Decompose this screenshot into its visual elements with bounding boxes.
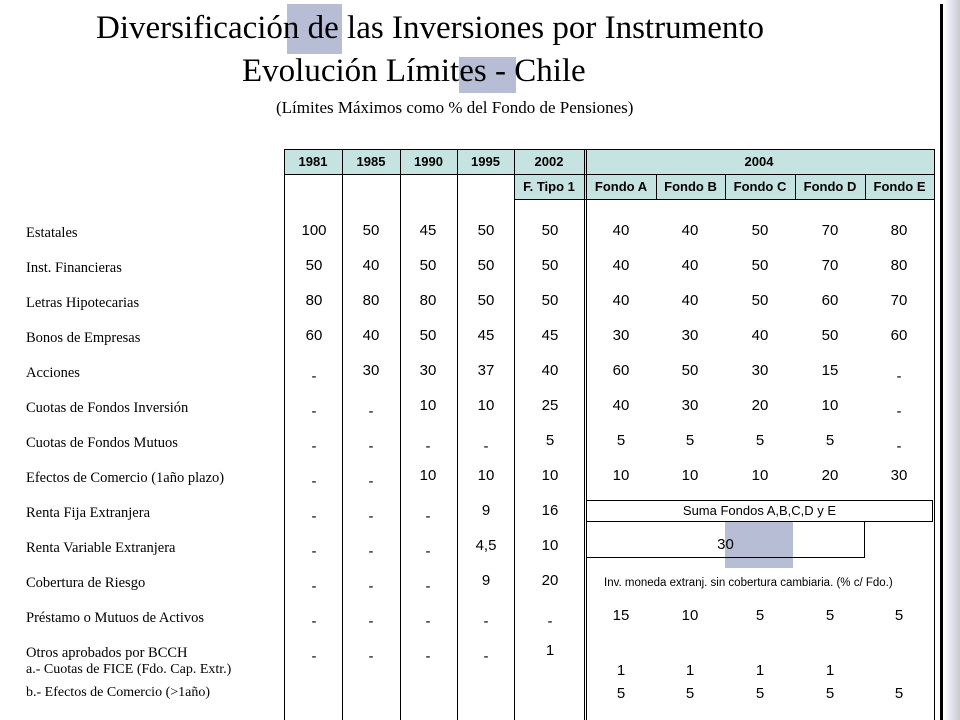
fund-header: Fondo D <box>803 179 857 194</box>
table-cell: 30 <box>419 362 437 379</box>
table-cell: 5 <box>545 432 555 449</box>
table-rule <box>514 149 515 720</box>
table-cell: - <box>311 578 317 595</box>
year-header: 1981 <box>298 154 328 169</box>
table-cell: 50 <box>305 257 323 274</box>
table-cell: 50 <box>419 327 437 344</box>
table-cell: 40 <box>681 292 699 309</box>
table-cell: - <box>368 613 374 630</box>
table-rule <box>514 199 935 200</box>
row-label: Cuotas de Fondos Mutuos <box>26 435 178 451</box>
table-cell: 60 <box>890 327 908 344</box>
row-label: Efectos de Comercio (1año plazo) <box>26 470 225 486</box>
table-cell: 80 <box>305 292 323 309</box>
table-cell: 30 <box>612 327 630 344</box>
table-cell: - <box>483 438 489 455</box>
table-cell: 70 <box>821 222 839 239</box>
table-cell: 50 <box>751 257 769 274</box>
table-cell: 45 <box>541 327 559 344</box>
table-cell: - <box>311 403 317 420</box>
table-cell: 50 <box>821 327 839 344</box>
table-cell: 1 <box>616 662 626 679</box>
table-cell: 60 <box>305 327 323 344</box>
fund-header: Fondo A <box>594 179 648 194</box>
table-cell: 5 <box>894 607 904 624</box>
table-cell: 40 <box>362 327 380 344</box>
table-cell: 50 <box>751 292 769 309</box>
table-cell: 5 <box>685 432 695 449</box>
table-cell: - <box>311 473 317 490</box>
fund-header: F. Tipo 1 <box>523 179 575 194</box>
table-cell: - <box>368 438 374 455</box>
table-cell: 20 <box>821 467 839 484</box>
table-cell: 5 <box>755 685 765 702</box>
table-cell: 30 <box>751 362 769 379</box>
year-header: 2004 <box>744 154 774 169</box>
suma-fondos-value: 30 <box>586 522 865 558</box>
row-label: Bonos de Empresas <box>26 330 141 346</box>
fund-header: Fondo C <box>733 179 787 194</box>
table-cell: 50 <box>541 222 559 239</box>
table-cell: 5 <box>616 685 626 702</box>
table-cell: - <box>311 543 317 560</box>
table-cell: - <box>483 648 489 665</box>
table-cell: 30 <box>681 327 699 344</box>
table-cell: 37 <box>477 362 495 379</box>
table-cell: 4,5 <box>475 537 497 554</box>
table-cell: 5 <box>825 685 835 702</box>
table-cell: - <box>896 403 902 420</box>
row-label: Renta Fija Extranjera <box>26 505 151 521</box>
table-cell: 5 <box>685 685 695 702</box>
year-header: 1990 <box>414 154 443 169</box>
table-cell: - <box>425 508 431 525</box>
table-cell: 50 <box>541 257 559 274</box>
row-label: Préstamo o Mutuos de Activos <box>26 610 205 626</box>
table-cell: 1 <box>825 662 835 679</box>
row-label: Cobertura de Riesgo <box>26 575 146 591</box>
table-rule <box>586 149 587 720</box>
table-cell: - <box>368 508 374 525</box>
table-rule <box>284 149 935 150</box>
table-cell: - <box>368 578 374 595</box>
table-cell: - <box>425 613 431 630</box>
table-cell: - <box>311 613 317 630</box>
table-cell: 5 <box>616 432 626 449</box>
cobertura-note: Inv. moneda extranj. sin cobertura cambiaria. (% c/ Fdo.) <box>604 577 893 589</box>
table-cell: 50 <box>477 292 495 309</box>
table-cell: 20 <box>541 572 559 589</box>
table-cell: - <box>425 578 431 595</box>
table-cell: 1 <box>755 662 765 679</box>
table-cell: 5 <box>755 432 765 449</box>
table-cell: - <box>425 648 431 665</box>
table-cell: - <box>483 613 489 630</box>
table-cell: 10 <box>541 537 559 554</box>
table-cell: 1 <box>545 642 555 659</box>
table-rule <box>284 174 935 175</box>
row-label: Otros aprobados por BCCH <box>26 645 188 661</box>
page-title-line2: Evolución Límites - Chile <box>242 53 586 89</box>
table-cell: 50 <box>751 222 769 239</box>
row-label: Inst. Financieras <box>26 260 122 276</box>
table-cell: 50 <box>681 362 699 379</box>
table-cell: - <box>368 543 374 560</box>
table-cell: 15 <box>612 607 630 624</box>
table-cell: 100 <box>301 222 327 239</box>
year-header: 2002 <box>534 154 564 169</box>
table-cell: 5 <box>825 607 835 624</box>
table-cell: 50 <box>362 222 380 239</box>
table-cell: 10 <box>541 467 559 484</box>
row-label: Estatales <box>26 225 78 241</box>
table-cell: 45 <box>419 222 437 239</box>
year-header: 1995 <box>471 154 500 169</box>
table-cell: 20 <box>751 397 769 414</box>
table-cell: 5 <box>894 685 904 702</box>
fund-header: Fondo E <box>873 179 926 194</box>
table-cell: - <box>425 543 431 560</box>
fund-header: Fondo B <box>664 179 717 194</box>
row-label: b.- Efectos de Comercio (>1año) <box>26 685 210 700</box>
suma-fondos-label: Suma Fondos A,B,C,D y E <box>586 500 933 522</box>
table-cell: 5 <box>825 432 835 449</box>
table-cell: 5 <box>755 607 765 624</box>
table-cell: - <box>311 368 317 385</box>
table-cell: 15 <box>821 362 839 379</box>
row-label: Renta Variable Extranjera <box>26 540 176 556</box>
table-rule <box>284 149 285 720</box>
table-cell: - <box>368 648 374 665</box>
table-cell: - <box>368 403 374 420</box>
table-cell: 16 <box>541 502 559 519</box>
table-rule <box>584 149 585 720</box>
table-cell: 10 <box>419 397 437 414</box>
table-cell: 40 <box>612 292 630 309</box>
table-cell: 80 <box>890 257 908 274</box>
table-cell: 50 <box>477 222 495 239</box>
table-cell: 10 <box>821 397 839 414</box>
table-cell: 80 <box>362 292 380 309</box>
table-cell: - <box>425 438 431 455</box>
table-cell: 30 <box>890 467 908 484</box>
table-cell: 40 <box>612 397 630 414</box>
table-cell: 40 <box>541 362 559 379</box>
table-cell: 80 <box>419 292 437 309</box>
row-label: a.- Cuotas de FICE (Fdo. Cap. Extr.) <box>26 662 232 677</box>
page-subtitle: (Límites Máximos como % del Fondo de Pensiones) <box>276 98 634 117</box>
table-cell: - <box>896 438 902 455</box>
table-cell: 10 <box>681 467 699 484</box>
table-cell: 10 <box>681 607 699 624</box>
page-title: Diversificación de las Inversiones por Instrumento <box>96 10 765 46</box>
table-cell: - <box>311 508 317 525</box>
table-rule <box>934 149 935 720</box>
table-cell: 70 <box>890 292 908 309</box>
table-cell: 50 <box>419 257 437 274</box>
table-cell: - <box>896 368 902 385</box>
table-cell: 40 <box>681 257 699 274</box>
table-cell: 30 <box>681 397 699 414</box>
row-label: Acciones <box>26 365 80 381</box>
table-cell: 25 <box>541 397 559 414</box>
table-cell: 10 <box>751 467 769 484</box>
table-cell: 1 <box>685 662 695 679</box>
row-label: Letras Hipotecarias <box>26 295 140 311</box>
table-cell: 30 <box>362 362 380 379</box>
table-cell: 50 <box>477 257 495 274</box>
table-cell: 40 <box>612 222 630 239</box>
table-cell: 40 <box>751 327 769 344</box>
table-cell: 10 <box>477 397 495 414</box>
table-cell: - <box>311 648 317 665</box>
table-cell: 45 <box>477 327 495 344</box>
year-header: 1985 <box>356 154 386 169</box>
row-label: Cuotas de Fondos Inversión <box>26 400 189 416</box>
table-cell: 60 <box>821 292 839 309</box>
table-cell: - <box>547 613 553 630</box>
table-cell: 40 <box>362 257 380 274</box>
table-cell: 10 <box>612 467 630 484</box>
table-cell: 60 <box>612 362 630 379</box>
table-cell: 10 <box>477 467 495 484</box>
table-cell: 9 <box>481 502 491 519</box>
table-cell: - <box>368 473 374 490</box>
table-cell: 70 <box>821 257 839 274</box>
table-cell: 9 <box>481 572 491 589</box>
table-cell: 10 <box>419 467 437 484</box>
table-cell: - <box>311 438 317 455</box>
table-cell: 80 <box>890 222 908 239</box>
table-cell: 40 <box>681 222 699 239</box>
table-cell: 40 <box>612 257 630 274</box>
table-cell: 50 <box>541 292 559 309</box>
